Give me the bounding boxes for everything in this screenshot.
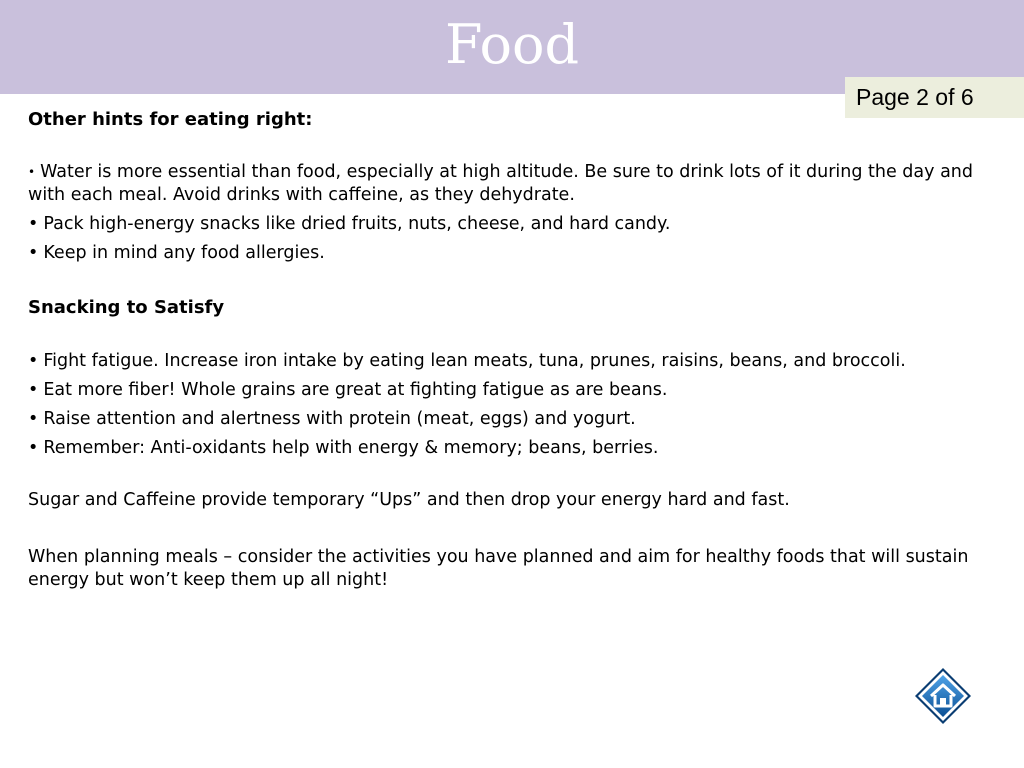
page-indicator: Page 2 of 6 — [845, 77, 1024, 118]
list-item-text: Raise attention and alertness with protein (meat, eggs) and yogurt. — [43, 409, 636, 429]
page-title: Food — [444, 13, 580, 76]
bullet-icon: • — [28, 438, 39, 458]
list-item-text: Remember: Anti-oxidants help with energy & memory; beans, berries. — [43, 438, 659, 458]
list-item — [28, 213, 978, 236]
list-item — [28, 350, 978, 373]
list-item-text: Keep in mind any food allergies. — [43, 243, 325, 263]
bullet-icon: • — [28, 243, 39, 263]
home-button[interactable] — [913, 666, 973, 726]
slide-content — [28, 108, 978, 592]
list-item-text: Fight fatigue. Increase iron intake by eating lean meats, tuna, prunes, raisins, beans, and broccoli. — [43, 351, 906, 371]
section-heading-snacking: Snacking to Satisfy — [28, 297, 225, 318]
section-heading-eating-right: Other hints for eating right: — [28, 109, 313, 130]
snacking-list — [28, 350, 978, 460]
bullet-icon: • — [28, 351, 39, 371]
list-item — [28, 379, 978, 402]
sugar-caffeine-note: Sugar and Caffeine provide temporary “Ups” and then drop your energy hard and fast. — [28, 490, 790, 510]
list-item-text: Pack high-energy snacks like dried fruits, nuts, cheese, and hard candy. — [43, 214, 671, 234]
list-item-text: Water is more essential than food, especially at high altitude. Be sure to drink lots of it during the day and with each meal. Avoid drinks with caffeine, as they dehydrate. — [28, 162, 973, 205]
list-item-text: Eat more fiber! Whole grains are great at fighting fatigue as are beans. — [43, 380, 668, 400]
eating-right-list — [28, 161, 978, 265]
list-item — [28, 437, 978, 460]
bullet-icon: • — [28, 165, 36, 179]
list-item — [28, 408, 978, 431]
list-item — [28, 161, 978, 207]
meal-planning-note: When planning meals – consider the activities you have planned and aim for healthy foods that will sustain energy but won’t keep them up all night! — [28, 547, 969, 590]
bullet-icon: • — [28, 409, 39, 429]
home-icon — [913, 666, 973, 726]
list-item — [28, 242, 978, 265]
bullet-icon: • — [28, 214, 39, 234]
bullet-icon: • — [28, 380, 39, 400]
